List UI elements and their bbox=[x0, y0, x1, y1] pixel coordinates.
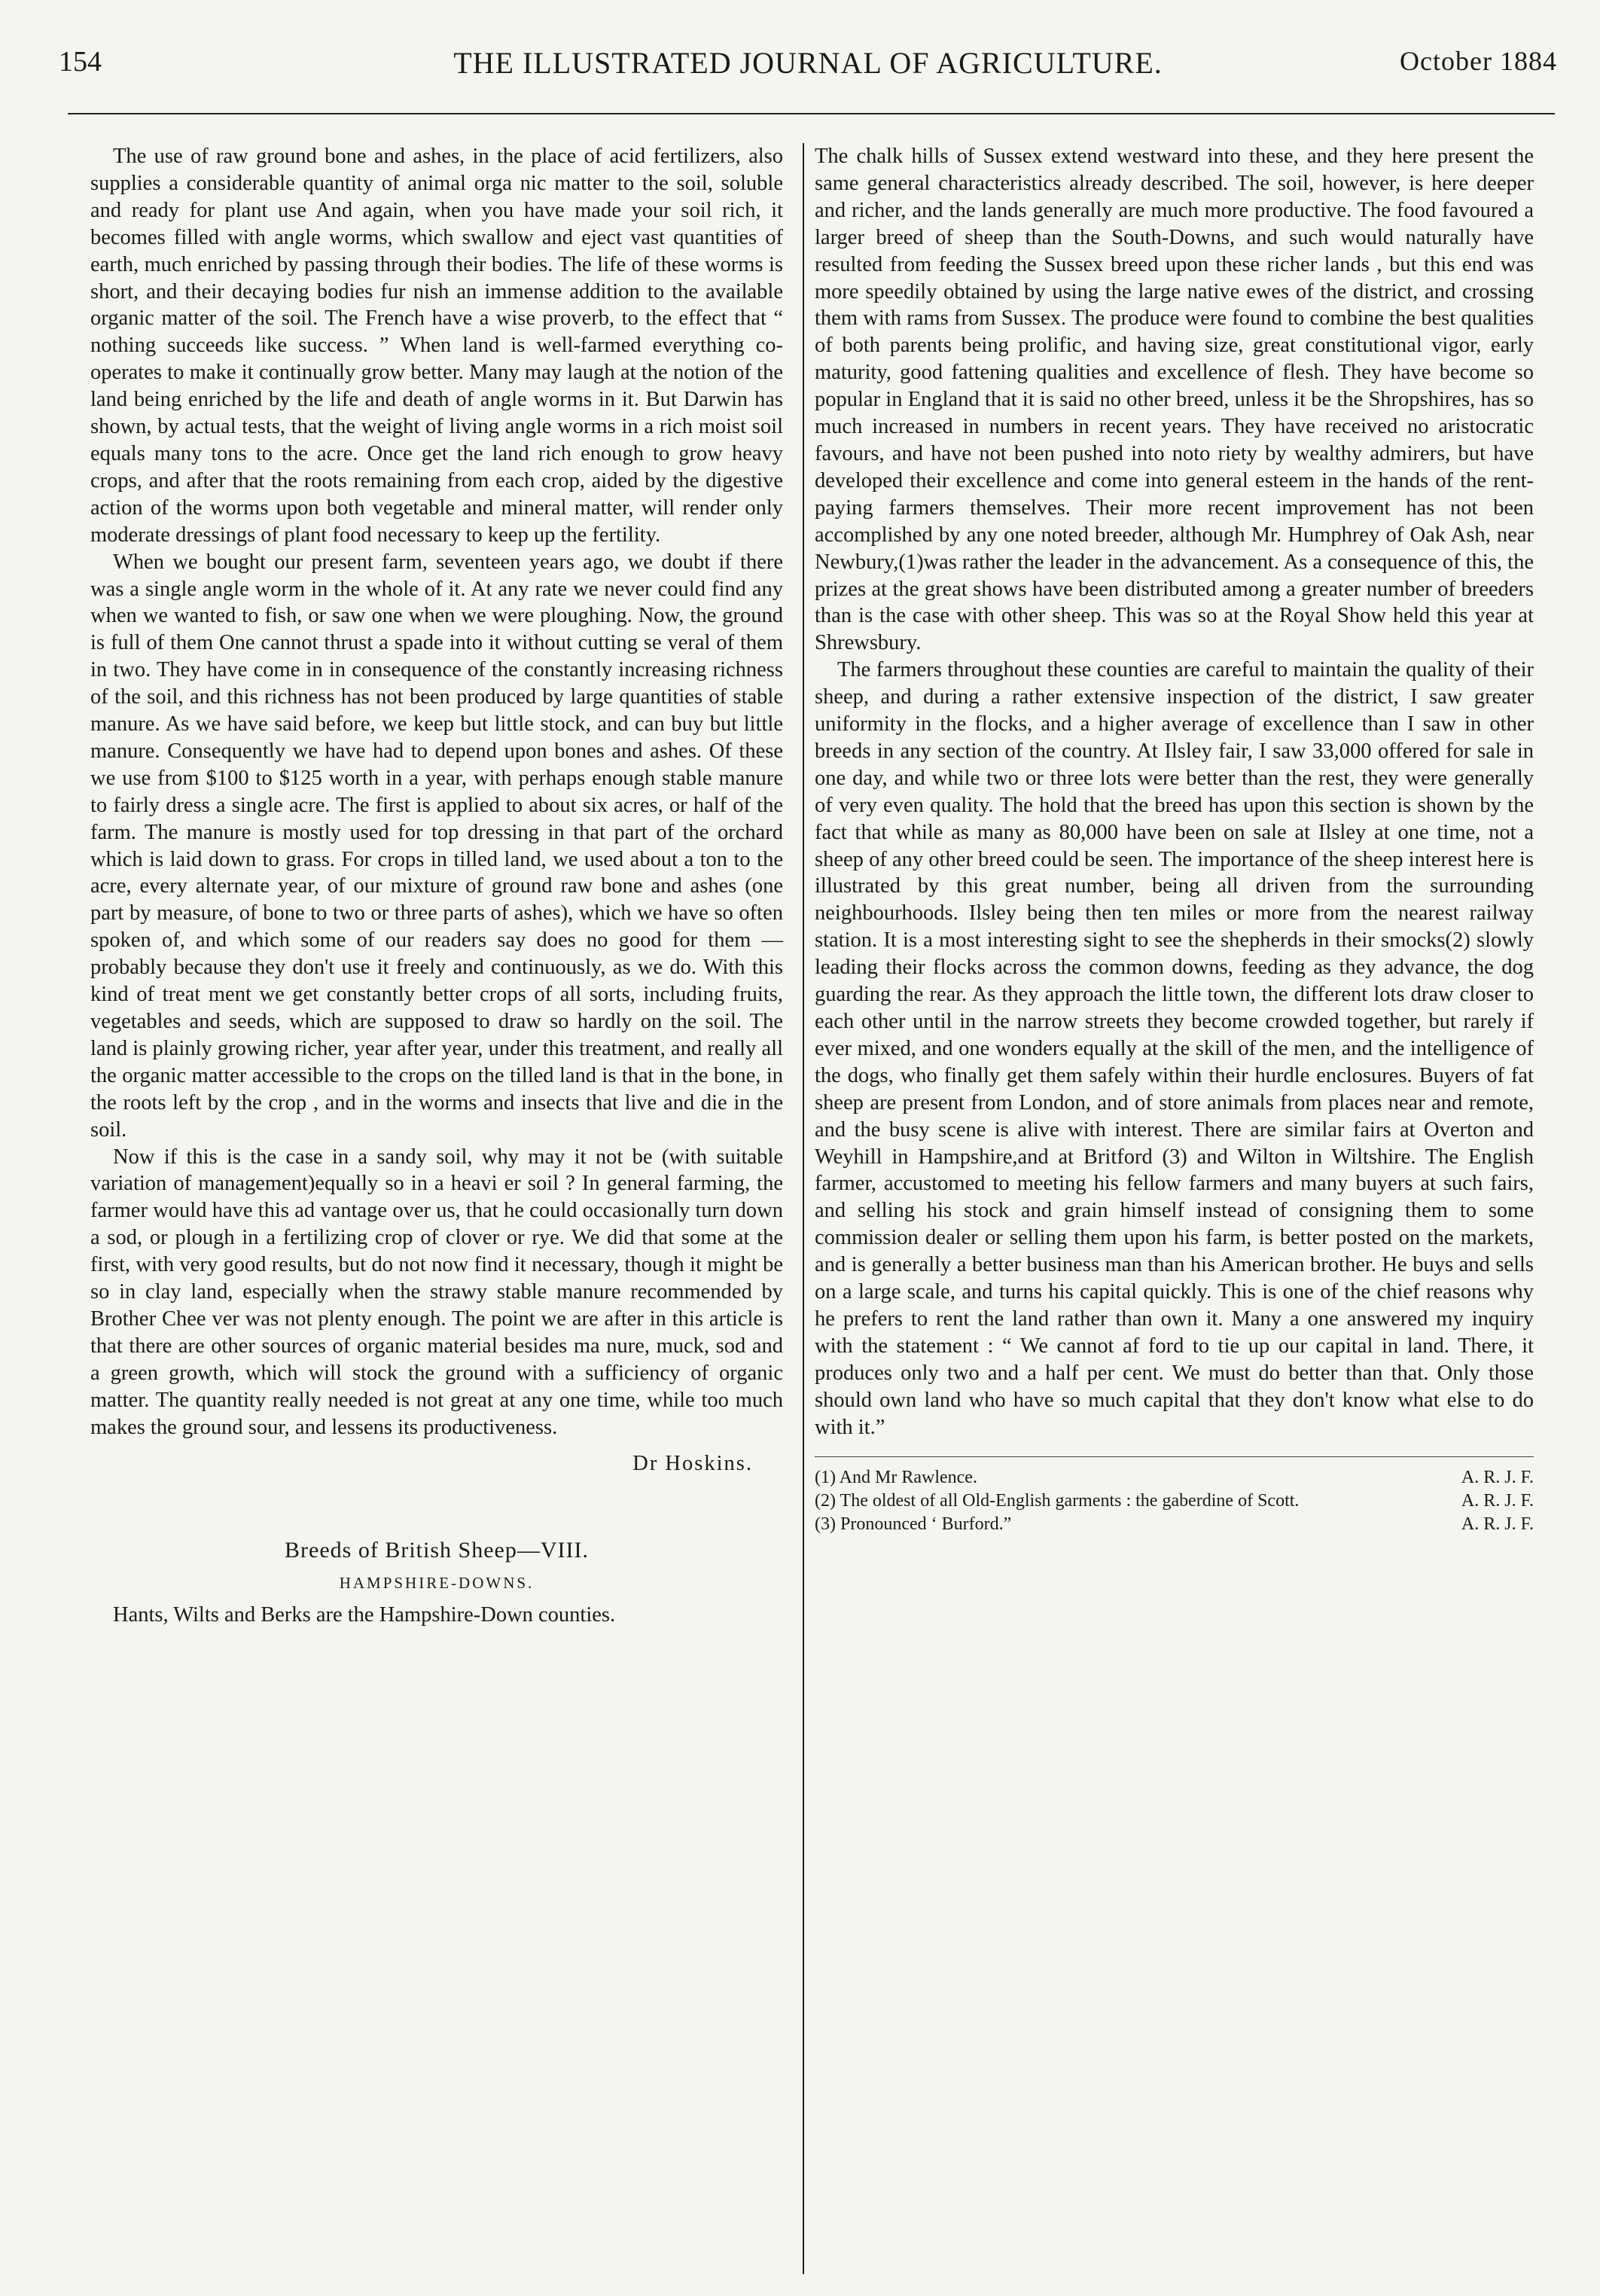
author-signature: Dr Hoskins. bbox=[632, 1451, 753, 1475]
paragraph: The use of raw ground bone and ashes, in the place of acid fertilizers, also supplies a considerable quantity of animal orga nic matter to the soil, soluble and ready for plant use And again, when you have made your soil rich, it becomes filled with angle worms, which swallow and eject vast quantities of earth, much enriched by passing through their bodies. The life of these worms is short, and their decaying bodies fur nish an immense addition to the available organic matter of the soil. The French have a wise proverb, to the effect that “ nothing succeeds like success. ” When land is well-farmed everything co-operates to make it continually grow better. Many may laugh at the notion of the land being enriched by the life and death of angle worms in it. But Darwin has shown, by actual tests, that the weight of living angle worms in a rich moist soil equals many tons to the acre. Once get the land rich enough to grow heavy crops, and after that the roots remaining from each crop, aided by the digestive action of the worms upon both vegetable and mineral matter, will render only moderate dressings of plant food necessary to keep up the fertility. bbox=[90, 145, 783, 547]
paragraph: The farmers throughout these counties are careful to maintain the quality of their sheep, and during a rather extensive inspection of the district, I saw greater uniformity in the flocks, and a higher average of excellence than I saw in other breeds in any section of the country. At Ilsley fair, I saw 33,000 offered for sale in one day, and while two or three lots were better than the rest, they were generally of very even quality. The hold that the breed has upon this section is shown by the fact that while as many as 80,000 have been on sale at Ilsley at one time, not a sheep of any other breed could be seen. The importance of the sheep interest here is illustrated by this great number, being all driven from the surrounding neighbourhoods. Ilsley being then ten miles or more from the nearest railway station. It is a most interesting sight to see the shepherds in their smocks(2) slowly leading their flocks across the common downs, feeding as they advance, the dog guarding the rear. As they approach the little town, the different lots draw closer to each other until in the narrow streets they become crowded together, but rarely if ever mixed, and one wonders equally at the skill of the men, and the intelligence of the dogs, who finally get them safely within their hurdle enclosures. Buyers of fat sheep are present from London, and of store animals from places near and remote, and the busy scene is alive with interest. There are similar fairs at Overton and Weyhill in Hampshire,and at Britford (3) and Wilton in Wiltshire. The English farmer, accustomed to meeting his fellow farmers and many buyers at such fairs, and selling his stock and grain himself instead of consigning them to some commission dealer or selling them upon his farm, is better posted on the markets, and is generally a better business man than his American brother. He buys and sells on a large scale, and turns his capital quickly. This is one of the chief reasons why he prefers to rent the land rather than own it. Many a one answered my inquiry with the statement : “ We cannot af ford to tie up our capital in land. There, it produces only two and a half per cent. We must do better than that. Only those should own land who have so much capital that they don't know what else to do with it.” bbox=[815, 658, 1534, 1439]
right-column bbox=[815, 143, 1534, 1536]
paragraph: When we bought our present farm, seventeen years ago, we doubt if there was a single angle worm in the whole of it. At any rate we never could find any when we wanted to fish, or saw one when we were ploughing. Now, the ground is full of them One cannot thrust a spade into it without cutting se veral of them in two. They have come in in consequence of the constantly increasing richness of the soil, and this richness has not been produced by large quantities of stable manure. As we have said before, we keep but little stock, and can buy but little manure. Consequently we have had to depend upon bones and ashes. Of these we use from $100 to $125 worth in a year, with perhaps enough stable manure to fairly dress a single acre. The first is applied to about six acres, or half of the farm. The manure is mostly used for top dressing in that part of the orchard which is laid down to grass. For crops in tilled land, we used about a ton to the acre, every alternate year, of our mixture of ground raw bone and ashes (one part by measure, of bone to two or three parts of ashes), which we have so often spoken of, and which some of our readers say does no good for them — probably because they don't use it freely and continuously, as we do. With this kind of treat ment we get constantly better crops of all sorts, including fruits, vegetables and seeds, which are supposed to draw so hardly on the soil. The land is plainly growing richer, year after year, under this treatment, and really all the organic matter accessible to the crops on the tilled land is that in the bone, in the roots left by the crop , and in the worms and insects that live and die in the soil. bbox=[90, 550, 783, 1142]
left-column bbox=[90, 143, 783, 1629]
page-number: 154 bbox=[59, 46, 102, 78]
footnote bbox=[815, 1490, 1534, 1513]
article-title: Breeds of British Sheep—VIII. bbox=[285, 1538, 589, 1563]
footnote-text: (3) Pronounced ‘ Burford.” bbox=[815, 1514, 1012, 1534]
footnote-initials: A. R. J. F. bbox=[1461, 1490, 1534, 1511]
footnote-text: (2) The oldest of all Old-English garments : the gaberdine of Scott. bbox=[815, 1490, 1300, 1511]
column-divider bbox=[803, 143, 804, 2274]
issue-date: October 1884 bbox=[1400, 46, 1557, 76]
footnote-initials: A. R. J. F. bbox=[1461, 1514, 1534, 1534]
journal-title: THE ILLUSTRATED JOURNAL OF AGRICULTURE. bbox=[453, 46, 1163, 80]
paragraph: The chalk hills of Sussex extend westward into these, and they here present the same general characteristics already described. The soil, however, is here deeper and richer, and the lands generally are much more productive. The food favoured a larger breed of sheep than the South-Downs, and such would naturally have resulted from feeding the Sussex breed upon these richer lands , but this end was more speedily obtained by using the large native ewes of the district, and crossing them with rams from Sussex. The produce were found to combine the best qualities of both parents being prolific, and having size, great constitutional vigor, early maturity, good fattening qualities and excellence of flesh. They have become so popular in England that it is said no other breed, unless it be the Shropshires, has so much increased in numbers in recent years. They have received no aristocratic favours, and have not been pushed into noto riety by wealthy admirers, but have developed their excellence and come into general esteem in the hands of the rent-paying farmers themselves. Their more recent improvement has not been accomplished by any one noted breeder, although Mr. Humphrey of Oak Ash, near Newbury,(1)was rather the leader in the advancement. As a consequence of this, the prizes at the great shows have been distributed among a greater number of breeders than is the case with other sheep. This was so at the Royal Show held this year at Shrewsbury. bbox=[815, 145, 1534, 655]
page-header bbox=[59, 45, 1557, 98]
article-subtitle: HAMPSHIRE-DOWNS. bbox=[339, 1574, 535, 1593]
header-rule bbox=[68, 113, 1555, 114]
footnote-text: (1) And Mr Rawlence. bbox=[815, 1467, 977, 1487]
footnote bbox=[815, 1513, 1534, 1536]
footnote-initials: A. R. J. F. bbox=[1461, 1467, 1534, 1487]
paragraph: Now if this is the case in a sandy soil, why may it not be (with suitable variation of management)equally so in a heavi er soil ? In general farming, the farmer would have this ad vantage over us, that he could occasionally turn down a sod, or plough in a fertilizing crop of clover or rye. We did that some at the first, with very good results, but do not now find it necessary, though it might be so in clay land, especially when the strawy stable manure recommended by Brother Chee ver was not plenty enough. The point we are after in this article is that there are other sources of organic material besides ma nure, muck, sod and a green growth, which will stock the ground with a sufficiency of organic matter. The quantity really needed is not great at any one time, while too much makes the ground sour, and lessens its productiveness. bbox=[90, 1145, 783, 1439]
footnote bbox=[815, 1466, 1534, 1490]
paragraph: Hants, Wilts and Berks are the Hampshire-Down counties. bbox=[113, 1603, 616, 1627]
footnotes-rule bbox=[815, 1456, 1534, 1457]
